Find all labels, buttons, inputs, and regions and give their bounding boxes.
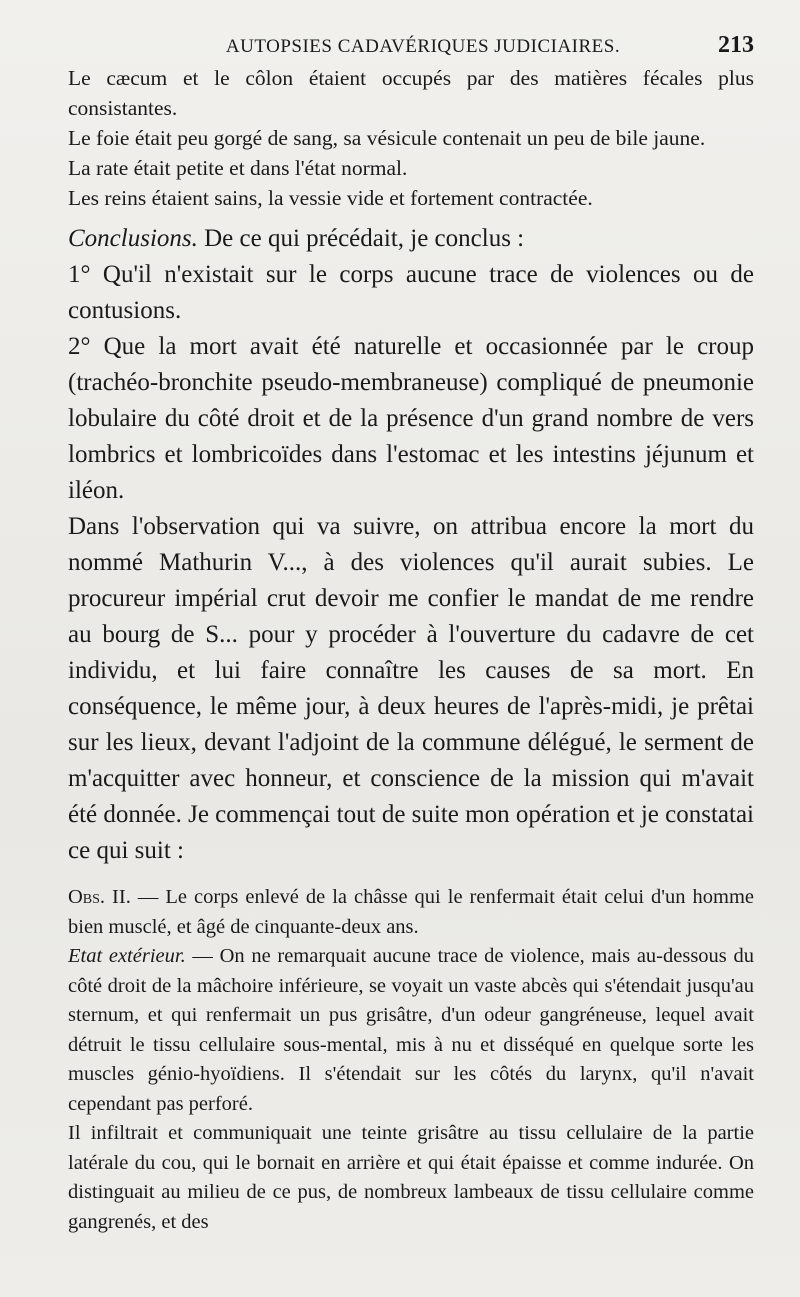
running-title: AUTOPSIES CADAVÉRIQUES JUDICIAIRES.: [225, 36, 621, 57]
obs-text-1: — Le corps enlevé de la châsse qui le renfermait était celui d'un homme bien musclé, et âgé de cinquante-deux ans.: [68, 886, 754, 938]
conclusions-section: [68, 221, 754, 869]
obs-text-2: — On ne remarquait aucune trace de violence, mais au-dessous du côté droit de la mâchoire inférieure, se voyait un vaste abcès qui s'étendait jusqu'au sternum, et qui renfermait un pus grisâtre, d'un odeur gangréneuse, lequel avait détruit le tissu cellulaire sous-mental, mis à nu et disséqué en quelque sorte les muscles génio-hyoïdiens. Il s'étendait sur les côtés du larynx, qu'il n'avait cependant pas perforé.: [68, 945, 754, 1115]
organ-findings: [68, 63, 754, 213]
infiltration-paragraph: Il infiltrait et communiquait une teinte grisâtre au tissu cellulaire de la partie latérale du cou, qui le bornait en arrière et qui était épaisse et comme indurée. On distinguait au milieu de ce pus, de nombreux lambeaux de tissu cellulaire comme gangrenés, et des: [68, 1122, 754, 1233]
obs-label: Obs. II.: [68, 886, 131, 908]
conclusion-point-2: 2° Que la mort avait été naturelle et occasionnée par le croup (trachéo-bronchite pseudo-membraneuse) compliqué de pneumonie lobulaire du côté droit et de la présence d'un grand nombre de vers lombrics et lombricoïdes dans l'estomac et les intestins jéjunum et iléon.: [68, 333, 754, 504]
paragraph-reins: Les reins étaient sains, la vessie vide et fortement contractée.: [68, 186, 593, 210]
obs-ii-section: [68, 883, 754, 1237]
paragraph-caecum: Le cæcum et le côlon étaient occupés par des matières fécales plus consistantes.: [68, 66, 754, 120]
page-header: [68, 32, 754, 59]
conclusions-intro: [68, 221, 754, 257]
etat-exterieur-paragraph: [68, 942, 754, 1119]
conclusions-intro-text: De ce qui précédait, je conclus :: [204, 225, 525, 252]
conclusion-point-1: 1° Qu'il n'existait sur le corps aucune trace de violences ou de contusions.: [68, 261, 754, 324]
observation-paragraph: Dans l'observation qui va suivre, on attribua encore la mort du nommé Mathurin V..., à des violences qu'il aurait subies. Le procureur impérial crut devoir me confier le mandat de me rendre au bourg de S... pour y procéder à l'ouverture du cadavre de cet individu, et lui faire connaître les causes de sa mort. En conséquence, le même jour, à deux heures de l'après-midi, je prêtai sur les lieux, devant l'adjoint de la commune délégué, le serment de m'acquitter avec honneur, et conscience de la mission qui m'avait été donnée. Je commençai tout de suite mon opération et je constatai ce qui suit :: [68, 513, 754, 864]
etat-label: Etat extérieur.: [68, 945, 186, 967]
conclusions-label: Conclusions.: [68, 225, 198, 252]
obs-ii-paragraph: [68, 883, 754, 942]
paragraph-rate: La rate était petite et dans l'état normal.: [68, 156, 408, 180]
page-number: 213: [718, 32, 754, 58]
paragraph-foie: Le foie était peu gorgé de sang, sa vésicule contenait un peu de bile jaune.: [68, 126, 706, 150]
